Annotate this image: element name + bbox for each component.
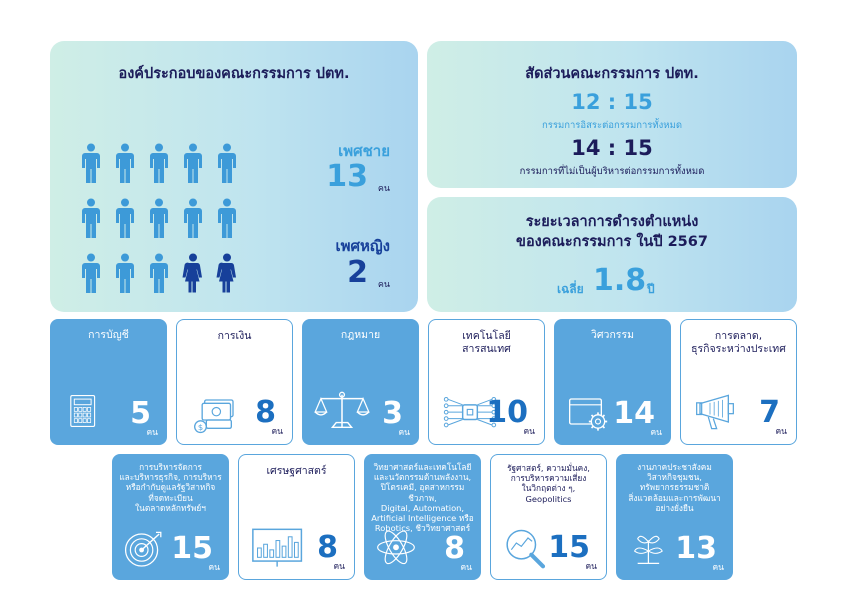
skill-unit: คน: [208, 563, 220, 573]
megaphone-icon: [695, 388, 745, 436]
skill-label: รัฐศาสตร์, ความมั่นคง, การบริหารความเสี่ยง ในวิกฤตต่าง ๆ, Geopolitics: [507, 463, 590, 504]
male-figure-icon: [114, 142, 136, 184]
skill-unit: คน: [650, 428, 662, 438]
female-figure-icon: [216, 252, 238, 294]
skill-label: วิทยาศาสตร์และเทคโนโลยี และนวัตกรรมด้านพลังงาน, ปิโตรเคมี, อุตสาหกรรมชีวภาพ, Digital, Automation, Artificial Intelligence หรือ Robotics, ชีววิทยาศาสตร์: [371, 462, 474, 534]
tenure-title-line2: ของคณะกรรมการ ในปี 2567: [516, 234, 708, 250]
skill-unit: คน: [775, 427, 787, 437]
board-ratio-panel: [427, 41, 797, 188]
svg-text:$: $: [197, 422, 204, 432]
skill-card: [302, 319, 419, 445]
board-composition-panel: [50, 41, 418, 312]
skill-unit: คน: [460, 563, 472, 573]
male-figure-icon: [80, 197, 102, 239]
nonexec-ratio: 14 : 15: [571, 136, 653, 160]
male-label: เพศชาย: [338, 142, 390, 160]
independent-caption: กรรมการอิสระต่อกรรมการทั้งหมด: [542, 120, 682, 131]
male-figure-icon: [182, 197, 204, 239]
tenure-panel: [427, 197, 797, 312]
skill-count: 15: [548, 530, 590, 565]
calculator-icon: [68, 387, 110, 435]
skill-count: 8: [317, 530, 338, 565]
skill-card: [364, 454, 481, 580]
skill-label: เทคโนโลยี สารสนเทศ: [462, 330, 511, 355]
skill-count: 10: [486, 395, 528, 430]
presentation-icon: [251, 525, 307, 571]
male-figure-icon: [216, 197, 238, 239]
male-figure-icon: [148, 252, 170, 294]
skill-label: การบริหารจัดการ และบริหารธุรกิจ, การบริหาร หรือกำกับดูแลรัฐวิสาหกิจ ที่จดทะเบียน ในตลาดหลักทรัพย์ฯ: [119, 462, 222, 513]
skill-card: [616, 454, 733, 580]
skill-unit: คน: [712, 563, 724, 573]
skill-card: [50, 319, 167, 445]
male-figure-icon: [80, 252, 102, 294]
skill-label: กฎหมาย: [340, 329, 381, 341]
skill-count: 3: [382, 396, 403, 431]
female-count: 2: [347, 255, 368, 290]
nonexec-caption: กรรมการที่ไม่เป็นผู้บริหารต่อกรรมการทั้งหมด: [519, 166, 705, 177]
male-figure-icon: [148, 197, 170, 239]
skill-card: [554, 319, 671, 445]
skill-label: การบัญชี: [88, 329, 129, 341]
male-figure-icon: [216, 142, 238, 184]
target-icon: [124, 526, 172, 574]
engineering-icon: [568, 391, 618, 437]
skill-card: [428, 319, 545, 445]
female-label: เพศหญิง: [335, 237, 390, 255]
male-figure-icon: [114, 197, 136, 239]
skill-card: [176, 319, 293, 445]
skill-count: 5: [130, 396, 151, 431]
skill-card: [238, 454, 355, 580]
skill-unit: คน: [271, 427, 283, 437]
skill-count: 8: [444, 531, 465, 566]
male-figure-icon: [114, 252, 136, 294]
atom-icon: [376, 526, 426, 572]
skill-card: [112, 454, 229, 580]
tenure-avg-unit: ปี: [647, 282, 655, 296]
male-count: 13: [326, 159, 368, 194]
tenure-avg-label: เฉลี่ย: [557, 282, 584, 296]
male-figure-icon: [148, 142, 170, 184]
skill-unit: คน: [585, 562, 597, 572]
skill-unit: คน: [333, 562, 345, 572]
female-unit: คน: [377, 280, 390, 290]
scales-icon: [312, 389, 372, 435]
skill-count: 7: [759, 395, 780, 430]
skill-count: 15: [171, 531, 213, 566]
independent-ratio: 12 : 15: [571, 90, 653, 114]
skill-label: วิศวกรรม: [590, 329, 634, 341]
male-unit: คน: [377, 184, 390, 194]
male-figure-icon: [182, 142, 204, 184]
skill-unit: คน: [398, 428, 410, 438]
skill-card: [490, 454, 607, 580]
skill-count: 14: [613, 396, 655, 431]
money-icon: [193, 392, 243, 438]
people-grid: [80, 142, 250, 294]
skill-card: [680, 319, 797, 445]
skill-label: การเงิน: [217, 330, 252, 342]
board-ratio-title: สัดส่วนคณะกรรมการ ปตท.: [525, 66, 699, 82]
skill-count: 13: [675, 531, 717, 566]
skill-unit: คน: [146, 428, 158, 438]
tenure-title-line1: ระยะเวลาการดำรงตำแหน่ง: [525, 214, 699, 230]
skill-label: เศรษฐศาสตร์: [266, 465, 327, 477]
male-figure-icon: [80, 142, 102, 184]
magnifier-icon: [503, 523, 553, 573]
skill-label: งานภาคประชาสังคม วิสาหกิจชุมชน, ทรัพยากรธรรมชาติ สิ่งแวดล้อมและการพัฒนา อย่างยั่งยืน: [628, 462, 721, 513]
female-figure-icon: [182, 252, 204, 294]
board-composition-title: องค์ประกอบของคณะกรรมการ ปตท.: [118, 66, 350, 82]
skill-label: การตลาด, ธุรกิจระหว่างประเทศ: [691, 330, 786, 355]
skill-unit: คน: [523, 427, 535, 437]
skill-count: 8: [255, 395, 276, 430]
tenure-avg-value: 1.8: [593, 263, 647, 298]
plant-icon: [630, 524, 676, 572]
